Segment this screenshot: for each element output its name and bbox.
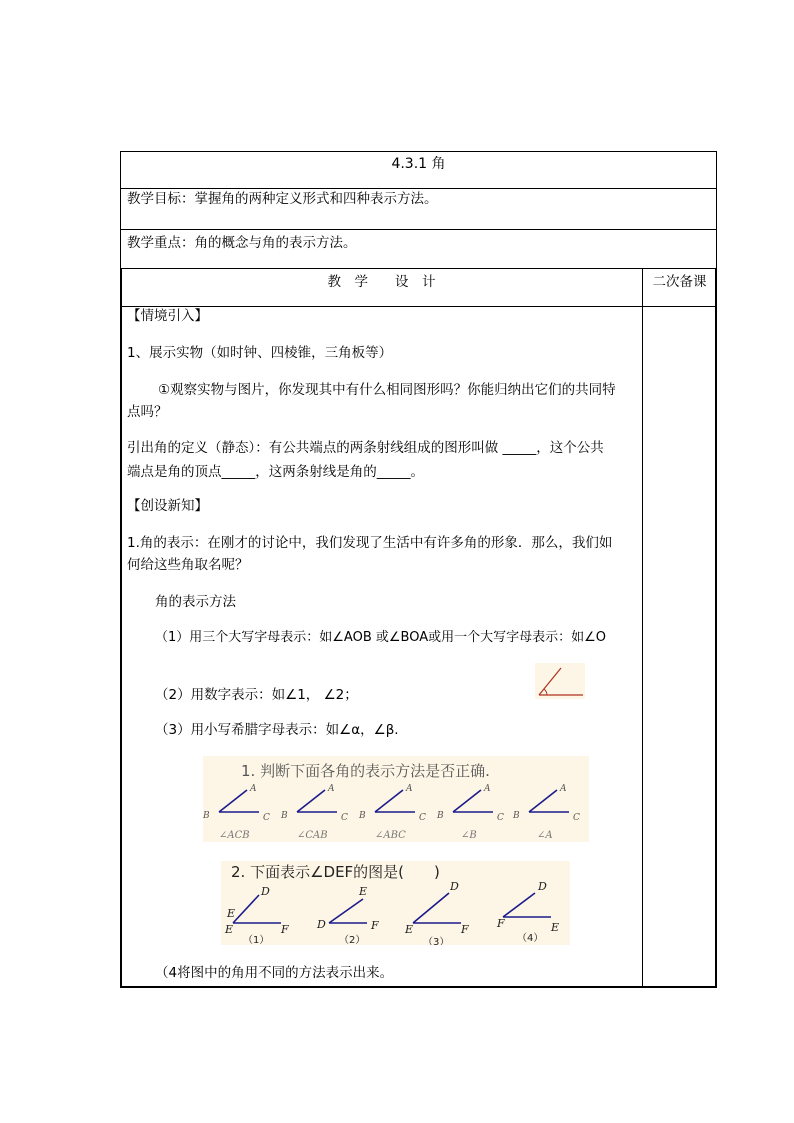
svg-text:D: D bbox=[261, 885, 270, 898]
col-design-header: 教 学 设 计 bbox=[327, 274, 436, 290]
angle-5-c: C bbox=[573, 813, 580, 823]
angle-3-a: A bbox=[406, 784, 413, 794]
angle-4-a: A bbox=[484, 784, 491, 794]
teaching-goal: 教学目标：掌握角的两种定义形式和四种表示方法。 bbox=[127, 191, 438, 207]
representation-line-2: 何给这些角取名呢？ bbox=[127, 557, 249, 573]
svg-text:F: F bbox=[497, 917, 505, 930]
item-1: 1、展示实物（如时钟、四棱锥，三角板等） bbox=[127, 345, 393, 361]
question-line-1: ①观察实物与图片，你发现其中有什么相同图形吗？你能归纳出它们的共同特 bbox=[158, 382, 616, 398]
svg-text:D: D bbox=[450, 880, 459, 893]
angle-item-1 bbox=[203, 784, 270, 841]
angle-4-b: B bbox=[437, 811, 444, 821]
angle-2-b: B bbox=[281, 811, 288, 821]
svg-text:E: E bbox=[405, 923, 414, 936]
figure-1-svg bbox=[203, 756, 589, 842]
option-3-angle bbox=[404, 880, 469, 945]
angle-2-a: A bbox=[328, 784, 335, 794]
angle-o-diagram bbox=[535, 663, 585, 699]
svg-text:F: F bbox=[461, 923, 469, 936]
table-divider bbox=[642, 268, 643, 987]
svg-text:F: F bbox=[281, 923, 289, 936]
page-title: 4.3.1 角 bbox=[391, 156, 446, 172]
angle-2-c: C bbox=[341, 813, 348, 823]
angle-1-a: A bbox=[250, 784, 257, 794]
option-4-number: （4） bbox=[517, 933, 544, 944]
figure-2-svg bbox=[221, 861, 570, 945]
option-1-number: （1） bbox=[243, 935, 270, 945]
angle-3-b: B bbox=[359, 811, 366, 821]
figure-2-title: 2. 下面表示∠DEF的图是( ) bbox=[231, 863, 440, 881]
angle-5-a: A bbox=[560, 784, 567, 794]
last-exercise: （4将图中的角用不同的方法表示出来。 bbox=[155, 965, 394, 981]
table-header-line bbox=[121, 306, 716, 307]
representation-line-1: 1.角的表示：在刚才的讨论中，我们发现了生活中有许多角的形象．那么，我们如 bbox=[127, 535, 613, 551]
svg-text:F: F bbox=[371, 919, 379, 932]
angle-2-label: ∠CAB bbox=[297, 830, 328, 841]
section-new: 【创设新知】 bbox=[127, 498, 208, 514]
question-line-2: 点吗？ bbox=[127, 404, 168, 420]
angle-1-b: B bbox=[203, 811, 210, 821]
angle-4-label: ∠B bbox=[461, 830, 477, 841]
svg-text:E: E bbox=[551, 921, 560, 934]
method-1: （1）用三个大写字母表示：如∠AOB 或∠BOA或用一个大写字母表示：如∠O bbox=[155, 630, 607, 645]
angle-1-c: C bbox=[263, 813, 270, 823]
figure-1-title: 1. 判断下面各角的表示方法是否正确. bbox=[241, 762, 490, 780]
method-2: （2）用数字表示：如∠1， ∠2； bbox=[155, 687, 358, 703]
svg-text:D: D bbox=[538, 880, 547, 893]
method-3: （3）用小写希腊字母表示：如∠α，∠β. bbox=[155, 722, 399, 738]
angle-5-label: ∠A bbox=[537, 830, 553, 841]
svg-text:E: E bbox=[225, 923, 234, 936]
angle-4-c: C bbox=[497, 813, 504, 823]
figure-def-angle bbox=[221, 861, 570, 945]
svg-text:E: E bbox=[359, 885, 368, 898]
svg-text:D: D bbox=[317, 918, 326, 931]
definition-line-1: 引出角的定义（静态）：有公共端点的两条射线组成的图形叫做 _____，这个公共 bbox=[127, 440, 604, 456]
teaching-focus: 教学重点：角的概念与角的表示方法。 bbox=[127, 235, 357, 251]
option-1-angle bbox=[224, 885, 289, 945]
angle-3-c: C bbox=[419, 813, 426, 823]
option-3-number: （3） bbox=[423, 937, 450, 945]
option-2-angle bbox=[316, 885, 379, 945]
option-2-number: （2） bbox=[339, 935, 366, 945]
angle-item-4 bbox=[436, 784, 504, 841]
angle-1-label: ∠ACB bbox=[219, 830, 250, 841]
angle-5-b: B bbox=[513, 811, 520, 821]
angle-3-label: ∠ABC bbox=[375, 830, 406, 841]
figure-judge-angles bbox=[203, 756, 589, 842]
angle-item-3 bbox=[358, 784, 426, 841]
option-4-angle bbox=[496, 880, 559, 944]
methods-title: 角的表示方法 bbox=[155, 594, 236, 610]
col-note-header: 二次备课 bbox=[652, 274, 707, 290]
angle-item-5 bbox=[512, 784, 580, 841]
angle-item-2 bbox=[280, 784, 348, 841]
svg-text:E: E bbox=[227, 907, 236, 920]
section-intro: 【情境引入】 bbox=[127, 308, 208, 324]
definition-line-2: 端点是角的顶点_____，这两条射线是角的_____。 bbox=[127, 464, 424, 480]
